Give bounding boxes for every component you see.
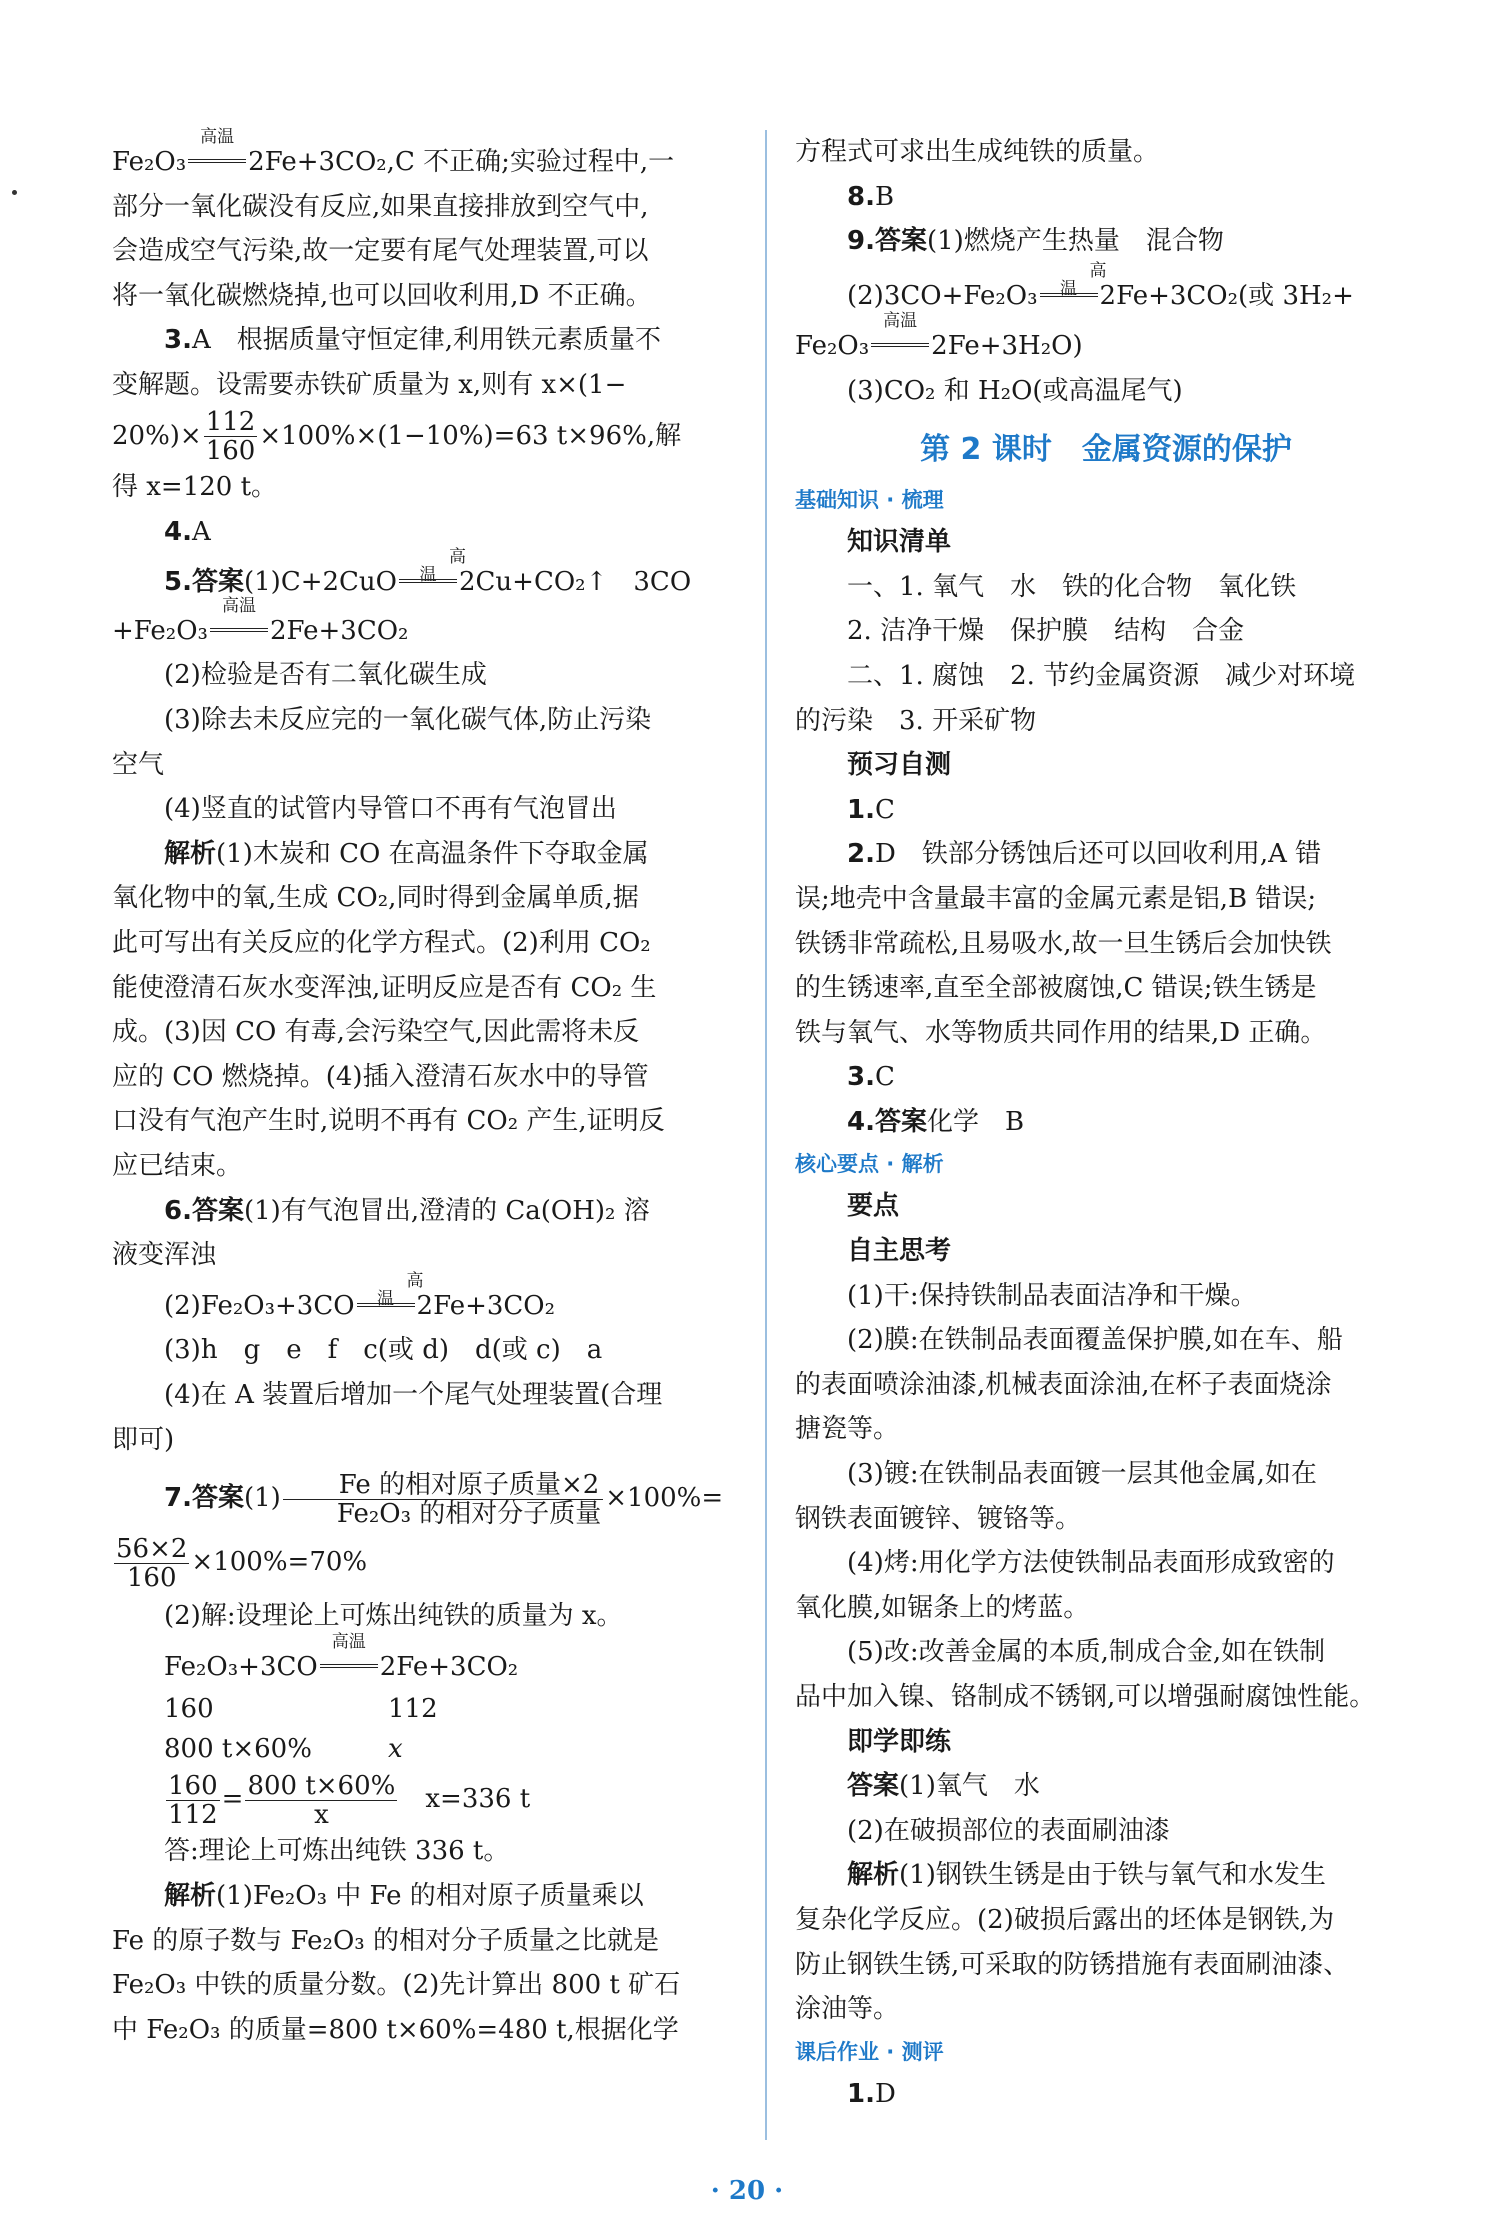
text-line: 20%)× $\frac{112}{160}$ ×100%×(1−10%)=63 t×96%,解 bbox=[112, 407, 682, 467]
exercise-answer: 答案(1)氧气 水 bbox=[847, 1771, 1040, 1802]
text-line: (1)干:保持铁制品表面洁净和干燥。 bbox=[847, 1280, 1257, 1311]
equation: Fe₂O₃+3CO 高温 2Fe+3CO₂ bbox=[164, 1631, 519, 1682]
column-divider bbox=[765, 130, 767, 2140]
text-line: (3)镀:在铁制品表面镀一层其他金属,如在 bbox=[847, 1459, 1317, 1490]
text-line: 应已结束。 bbox=[112, 1150, 243, 1181]
subheading: 要点 bbox=[847, 1191, 900, 1222]
analysis-7: 解析(1)Fe₂O₃ 中 Fe 的相对原子质量乘以 bbox=[164, 1880, 644, 1911]
text-line: (2)3CO+Fe₂O₃ 高温 2Fe+3CO₂(或 3H₂+ bbox=[847, 260, 1354, 311]
subheading: 知识清单 bbox=[847, 527, 952, 558]
text-line: 中 Fe₂O₃ 的质量=800 t×60%=480 t,根据化学 bbox=[112, 2014, 679, 2045]
text-line: (4)在 A 装置后增加一个尾气处理装置(合理 bbox=[164, 1379, 663, 1410]
question-7: 7.答案(1) $\frac{\text{Fe 的相对原子质量×2}}{\text{Fe₂O₃ 的相对分子质量}}$ ×100%= bbox=[164, 1469, 724, 1529]
subheading: 即学即练 bbox=[847, 1726, 952, 1757]
text-line: (2)解:设理论上可炼出纯铁的质量为 x。 bbox=[164, 1601, 623, 1632]
text-line: 空气 bbox=[112, 749, 165, 780]
text-line: 口没有气泡产生时,说明不再有 CO₂ 产生,证明反 bbox=[112, 1106, 665, 1137]
text-line: Fe₂O₃ 中铁的质量分数。(2)先计算出 800 t 矿石 bbox=[112, 1970, 681, 2001]
text-line: (2)检验是否有二氧化碳生成 bbox=[164, 660, 487, 691]
text-line: (5)改:改善金属的本质,制成合金,如在铁制 bbox=[847, 1637, 1326, 1668]
text-line: 误;地壳中含量最丰富的金属元素是铝,B 错误; bbox=[795, 883, 1317, 914]
text-line: 将一氧化碳燃烧掉,也可以回收利用,D 不正确。 bbox=[112, 280, 652, 311]
analysis-5: 解析(1)木炭和 CO 在高温条件下夺取金属 bbox=[164, 838, 649, 869]
text-line: 部分一氧化碳没有反应,如果直接排放到空气中, bbox=[112, 191, 649, 222]
text-line: (2)在破损部位的表面刷油漆 bbox=[847, 1815, 1170, 1846]
section-header: 课后作业 · 测评 bbox=[795, 2039, 944, 2064]
fraction: $\frac{\text{Fe 的相对原子质量×2}}{\text{Fe₂O₃ 的相对分子质量}}$ bbox=[283, 1471, 603, 1528]
equation-row: 800 t×60% x bbox=[164, 1734, 403, 1765]
text-line: 一、1. 氧气 水 铁的化合物 氧化铁 bbox=[847, 571, 1297, 602]
text-line: 铁锈非常疏松,且易吸水,故一旦生锈后会加快铁 bbox=[795, 928, 1332, 959]
fraction: $\frac{56\times 2}{160}$ bbox=[116, 1533, 188, 1593]
text-line: 的表面喷涂油漆,机械表面涂油,在杯子表面烧涂 bbox=[795, 1369, 1332, 1400]
text-line: 涂油等。 bbox=[795, 1994, 900, 2025]
text-line: 复杂化学反应。(2)破损后露出的坯体是钢铁,为 bbox=[795, 1904, 1335, 1935]
section-header: 核心要点 · 解析 bbox=[795, 1152, 944, 1177]
text-line: 防止钢铁生锈,可采取的防锈措施有表面刷油漆、 bbox=[795, 1949, 1350, 1980]
lesson-title: 第 2 课时 金属资源的保护 bbox=[920, 431, 1292, 467]
text-line: +Fe₂O₃ 高温 2Fe+3CO₂ bbox=[112, 595, 409, 646]
equation-row: 160 112 bbox=[164, 1694, 438, 1725]
text-line: 应的 CO 燃烧掉。(4)插入澄清石灰水中的导管 bbox=[112, 1061, 649, 1092]
text-line: 二、1. 腐蚀 2. 节约金属资源 减少对环境 bbox=[847, 660, 1356, 691]
homework-1: 1.D bbox=[847, 2078, 896, 2109]
text-line: 成。(3)因 CO 有毒,会污染空气,因此需将未反 bbox=[112, 1017, 640, 1048]
text-line: 变解题。设需要赤铁矿质量为 x,则有 x×(1− bbox=[112, 369, 627, 400]
text-line: Fe₂O₃ 高温 2Fe+3H₂O) bbox=[795, 311, 1083, 362]
text-line: 会造成空气污染,故一定要有尾气处理装置,可以 bbox=[112, 236, 649, 267]
reaction-condition: 高温 bbox=[1038, 276, 1100, 306]
reaction-condition: 高温 bbox=[208, 611, 270, 641]
text-line: (3)CO₂ 和 H₂O(或高温尾气) bbox=[847, 375, 1183, 406]
text-line: 2. 洁净干燥 保护膜 结构 合金 bbox=[847, 616, 1245, 647]
text-line: 即可) bbox=[112, 1424, 175, 1455]
text-line: Fe 的原子数与 Fe₂O₃ 的相对分子质量之比就是 bbox=[112, 1925, 659, 1956]
text-line: 品中加入镍、铬制成不锈钢,可以增强耐腐蚀性能。 bbox=[795, 1682, 1376, 1712]
text-line: 搪瓷等。 bbox=[795, 1414, 900, 1445]
preview-4: 4.答案化学 B bbox=[847, 1106, 1025, 1137]
left-column bbox=[112, 127, 737, 2052]
question-6: 6.答案(1)有气泡冒出,澄清的 Ca(OH)₂ 溶 bbox=[164, 1195, 650, 1226]
question-3: 3.A 根据质量守恒定律,利用铁元素质量不 bbox=[164, 325, 662, 356]
question-9: 9.答案(1)燃烧产生热量 混合物 bbox=[847, 226, 1224, 257]
text-line: 氧化物中的氧,生成 CO₂,同时得到金属单质,据 bbox=[112, 883, 639, 914]
text-line: 的生锈速率,直至全部被腐蚀,C 错误;铁生锈是 bbox=[795, 973, 1317, 1004]
margin-dot bbox=[12, 190, 17, 195]
question-8: 8.B bbox=[847, 181, 895, 212]
page-number: · 20 · bbox=[710, 2176, 784, 2206]
section-header: 基础知识 · 梳理 bbox=[795, 488, 944, 513]
preview-1: 1.C bbox=[847, 794, 895, 825]
text-line: 方程式可求出生成纯铁的质量。 bbox=[795, 137, 1160, 167]
question-4: 4.A bbox=[164, 516, 211, 547]
right-column bbox=[795, 130, 1417, 2116]
text-line: 答:理论上可炼出纯铁 336 t。 bbox=[164, 1836, 510, 1867]
fraction: $\frac{800 t\times 60\%}{x}$ bbox=[247, 1770, 396, 1830]
reaction-condition: 高温 bbox=[397, 562, 459, 592]
text-line: (3)h g e f c(或 d) d(或 c) a bbox=[164, 1335, 603, 1366]
fraction: $\frac{160}{112}$ bbox=[168, 1770, 218, 1830]
text-line: (3)除去未反应完的一氧化碳气体,防止污染 bbox=[164, 705, 652, 736]
text-line: 钢铁表面镀锌、镀铬等。 bbox=[795, 1503, 1082, 1534]
text-line: 氧化膜,如锯条上的烤蓝。 bbox=[795, 1592, 1090, 1623]
text-line: 此可写出有关反应的化学方程式。(2)利用 CO₂ bbox=[112, 928, 651, 958]
reaction-condition: 高温 bbox=[318, 1647, 380, 1677]
reaction-condition: 高温 bbox=[869, 326, 931, 356]
text-line: (2)膜:在铁制品表面覆盖保护膜,如在车、船 bbox=[847, 1325, 1343, 1356]
subheading: 自主思考 bbox=[847, 1236, 952, 1267]
text-line: (4)烤:用化学方法使铁制品表面形成致密的 bbox=[847, 1548, 1335, 1579]
reaction-condition: 高温 bbox=[355, 1286, 417, 1316]
text-line: 液变浑浊 bbox=[112, 1240, 217, 1271]
text-line: (4)竖直的试管内导管口不再有气泡冒出 bbox=[164, 794, 617, 825]
text-line: $\frac{56\times 2}{160}$ ×100%=70% bbox=[116, 1533, 368, 1593]
preview-3: 3.C bbox=[847, 1062, 895, 1093]
preview-2: 2.D 铁部分锈蚀后还可以回收利用,A 错 bbox=[847, 839, 1322, 870]
text-line: 的污染 3. 开采矿物 bbox=[795, 705, 1037, 736]
reaction-condition: 高温 bbox=[186, 142, 248, 172]
text-line: (2)Fe₂O₃+3CO 高温 2Fe+3CO₂ bbox=[164, 1270, 556, 1321]
subheading: 预习自测 bbox=[847, 750, 952, 781]
text-line: 得 x=120 t。 bbox=[112, 472, 278, 503]
question-5: 5.答案(1)C+2CuO 高温 2Cu+CO₂↑ 3CO bbox=[164, 547, 692, 598]
exercise-analysis: 解析(1)钢铁生锈是由于铁与氧气和水发生 bbox=[847, 1860, 1326, 1891]
text-line: 铁与氧气、水等物质共同作用的结果,D 正确。 bbox=[795, 1017, 1327, 1048]
text-line: Fe₂O₃ 高温 2Fe+3CO₂,C 不正确;实验过程中,一 bbox=[112, 127, 675, 177]
text-line: 能使澄清石灰水变浑浊,证明反应是否有 CO₂ 生 bbox=[112, 972, 657, 1003]
equation-ratio: $\frac{160}{112}$ = $\frac{800 t\times 60\%}{x}$ x=336 t bbox=[168, 1770, 531, 1830]
fraction: $\frac{112}{160}$ bbox=[205, 407, 256, 467]
